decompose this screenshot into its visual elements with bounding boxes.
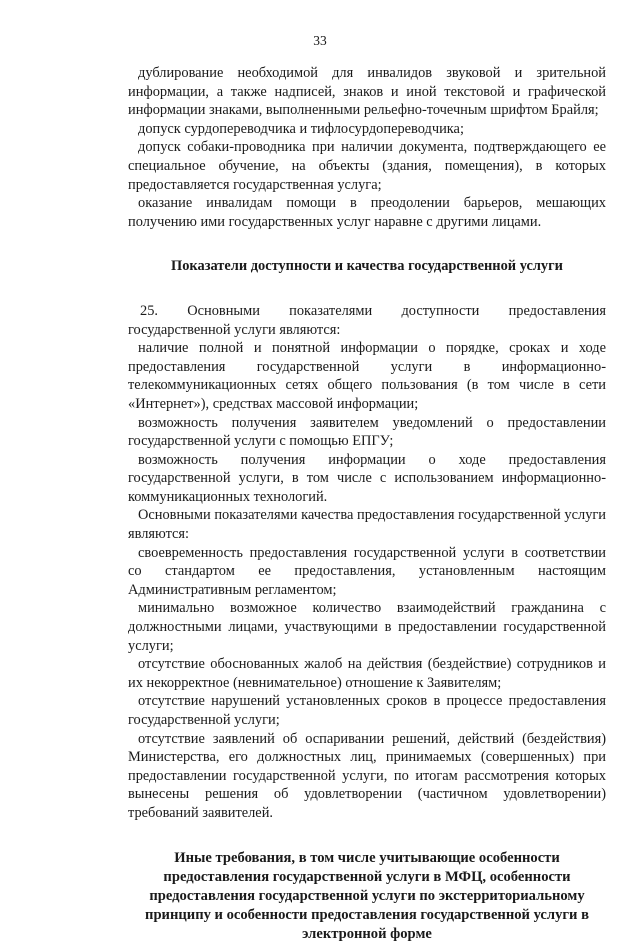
- paragraph: допуск сурдопереводчика и тифлосурдопереводчика;: [138, 120, 464, 137]
- paragraph: допуск собаки-проводника при наличии документа, подтверждающего ее специальное обучение, на объекты (здания, помещения), в которых предоставляется государственная услуга;: [128, 139, 606, 193]
- paragraph: отсутствие нарушений установленных сроков в процессе предоставления государственной услуги;: [128, 693, 606, 728]
- paragraph: 25. Основными показателями доступности предоставления государственной услуги являются:: [128, 302, 606, 338]
- paragraph: оказание инвалидам помощи в преодолении барьеров, мешающих получению ими государственных услуг наравне с другими лицами.: [128, 195, 606, 230]
- paragraph: возможность получения заявителем уведомлений о предоставлении государственной услуги с помощью ЕПГУ;: [128, 414, 606, 450]
- paragraph: наличие полной и понятной информации о порядке, сроках и ходе предоставления государственной услуги в информационно-телекоммуникационных сетях общего пользования (в том числе в сети «Интернет»), средствах массовой информации;: [128, 340, 606, 412]
- section-heading-accessibility: Показатели доступности и качества государственной услуги: [171, 258, 563, 275]
- paragraph: Основными показателями качества предоставления государственной услуги являются:: [128, 507, 606, 543]
- page-number: 33: [313, 33, 327, 48]
- paragraph: дублирование необходимой для инвалидов звуковой и зрительной информации, а также надписей, знаков и иной текстовой и графической информации знаками, выполненными рельефно-точечным шрифтом Брайля;: [128, 65, 606, 119]
- paragraph: отсутствие заявлений об оспаривании решений, действий (бездействия) Министерства, его должностных лиц, принимаемых (совершенных) при предоставлении государственной услуги, по итогам рассмотрения которых вынесены решения об удовлетворении (частичном удовлетворении) требований заявителей.: [128, 730, 606, 821]
- paragraph: минимально возможное количество взаимодействий гражданина с должностными лицами, участвующими в предоставлении государственной услуги;: [128, 600, 606, 654]
- section-heading-other-requirements: Иные требования, в том числе учитывающие особенности предоставления государственной услуги в МФЦ, особенности предоставления государственной услуги по экстерриториальному принципу и особенности предоставления государственной услуги в электронной форме: [145, 849, 589, 942]
- paragraph: отсутствие обоснованных жалоб на действия (бездействие) сотрудников и их некорректное (невнимательное) отношение к Заявителям;: [128, 656, 606, 691]
- paragraph: возможность получения информации о ходе предоставления государственной услуги, в том числе с использованием информационно-коммуникационных технологий.: [128, 451, 606, 505]
- document-body: [128, 64, 606, 944]
- paragraph: своевременность предоставления государственной услуги в соответствии со стандартом ее предоставления, установленным настоящим Административным регламентом;: [128, 544, 606, 598]
